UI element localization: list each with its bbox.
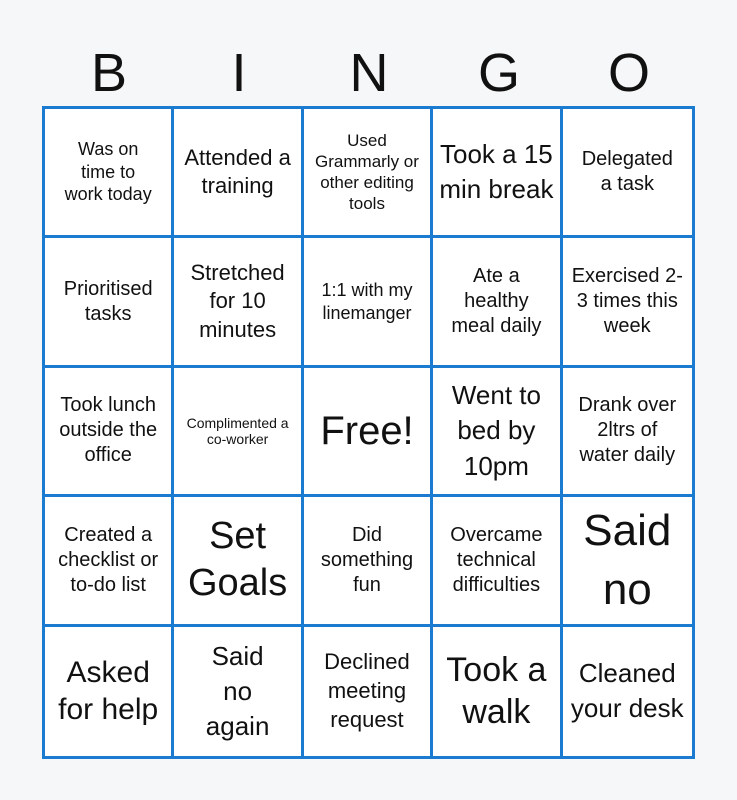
bingo-cell[interactable] — [563, 497, 692, 626]
cell-text: 1:1 with my linemanger — [321, 280, 413, 323]
cell-text: Said no again — [205, 640, 270, 741]
cell-text: Cleaned your desk — [570, 658, 684, 724]
bingo-cell[interactable] — [45, 368, 174, 497]
cell-text: Was on time to work today — [64, 139, 152, 205]
cell-text: Free! — [320, 408, 414, 453]
header-letter-i: I — [231, 43, 247, 103]
bingo-cell[interactable] — [433, 497, 562, 626]
bingo-cell[interactable] — [174, 627, 303, 756]
bingo-cell[interactable] — [433, 238, 562, 367]
bingo-cell[interactable] — [304, 109, 433, 238]
cell-text: Went to bed by 10pm — [451, 380, 541, 481]
bingo-cell[interactable] — [433, 109, 562, 238]
cell-text: Attended a training — [184, 144, 291, 199]
bingo-cell[interactable] — [304, 238, 433, 367]
bingo-cell[interactable] — [174, 238, 303, 367]
header-letter-b: B — [90, 43, 128, 103]
bingo-cell[interactable] — [433, 368, 562, 497]
cell-text: Said no — [583, 506, 672, 615]
bingo-cell[interactable] — [304, 627, 433, 756]
header-letter-n: N — [349, 43, 389, 103]
bingo-cell[interactable] — [174, 109, 303, 238]
bingo-cell[interactable] — [433, 627, 562, 756]
cell-text: Exercised 2-3 times this week — [571, 265, 683, 338]
bingo-board — [42, 106, 695, 759]
bingo-cell[interactable] — [174, 497, 303, 626]
bingo-cell[interactable] — [45, 109, 174, 238]
bingo-cell[interactable] — [563, 238, 692, 367]
bingo-cell[interactable] — [45, 497, 174, 626]
bingo-cell[interactable] — [45, 238, 174, 367]
cell-text: Declined meeting request — [324, 649, 410, 732]
cell-text: Took lunch outside the office — [59, 394, 158, 467]
cell-text: Prioritised tasks — [63, 277, 153, 325]
bingo-cell[interactable] — [563, 627, 692, 756]
cell-text: Drank over 2ltrs of water daily — [578, 394, 677, 467]
bingo-cell[interactable] — [563, 368, 692, 497]
cell-text: Overcame technical difficulties — [450, 523, 543, 596]
cell-text: Did something fun — [320, 523, 414, 596]
cell-text: Set Goals — [187, 514, 288, 605]
bingo-cell[interactable] — [563, 109, 692, 238]
cell-text: Took a 15 min break — [439, 139, 554, 205]
cell-text: Delegated a task — [581, 148, 673, 196]
cell-text: Created a checklist or to-do list — [58, 523, 159, 596]
bingo-header — [44, 40, 694, 106]
cell-text: Stretched for 10 minutes — [190, 259, 285, 342]
cell-text: Complimented a co-worker — [186, 414, 289, 447]
bingo-cell[interactable] — [174, 368, 303, 497]
cell-text: Used Grammarly or other editing tools — [315, 130, 419, 214]
bingo-cell[interactable] — [45, 627, 174, 756]
bingo-cell[interactable] — [304, 497, 433, 626]
cell-text: Ate a healthy meal daily — [451, 265, 542, 338]
header-letter-g: G — [477, 43, 520, 103]
bingo-cell-free[interactable] — [304, 368, 433, 497]
header-letter-o: O — [607, 43, 650, 103]
cell-text: Took a walk — [446, 650, 547, 732]
cell-text: Asked for help — [58, 655, 159, 727]
